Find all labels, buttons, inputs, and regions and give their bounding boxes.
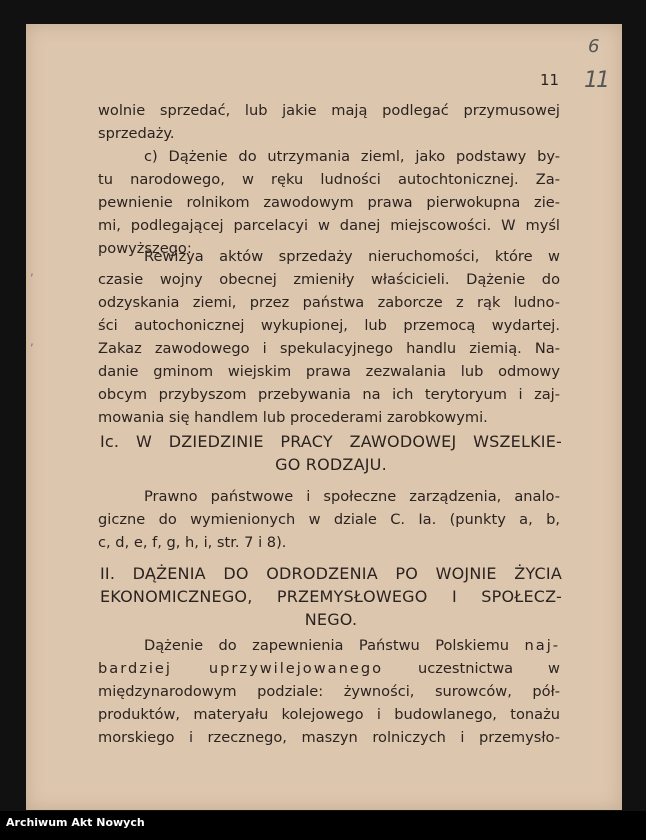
text-line: czasie wojny obecnej zmieniły właścicieli. Dążenie do xyxy=(98,271,560,288)
text-line: c, d, e, f, g, h, i, str. 7 i 8). xyxy=(98,534,287,551)
text-line: wolnie sprzedać, lub jakie mają podlegać przymusowej xyxy=(98,102,560,119)
text-line: Prawno państwowe i społeczne zarządzenia, analo- xyxy=(144,488,560,505)
text-line: morskiego i rzecznego, maszyn rolniczych i przemysło- xyxy=(98,729,560,746)
text-line: c) Dążenie do utrzymania zieml, jako podstawy by- xyxy=(144,148,560,165)
text-span: uczestnictwa w xyxy=(417,660,560,677)
text-line xyxy=(98,634,560,657)
heading-line: II. DĄŻENIA DO ODRODZENIA PO WOJNIE ŻYCIA xyxy=(100,564,562,583)
text-line: pewnienie rolnikom zawodowym prawa pierwokupna zie- xyxy=(98,194,560,211)
paragraph-5 xyxy=(98,634,560,749)
text-span-spaced: naj- xyxy=(524,637,561,654)
section-heading-ic xyxy=(100,430,562,476)
text-line: odzyskania ziemi, przez państwa zaborcze z rąk ludno- xyxy=(98,294,560,311)
text-line: międzynarodowym podziale: żywności, surowców, pół- xyxy=(98,683,560,700)
margin-tick: , xyxy=(30,334,34,348)
text-line: obcym przybyszom przebywania na ich terytoryum i zaj- xyxy=(98,386,560,403)
heading-line: GO RODZAJU. xyxy=(275,455,387,474)
page-number: 11 xyxy=(540,71,560,89)
text-line: mi, podlegającej parcelacyi w danej miejscowości. W myśl xyxy=(98,217,560,234)
text-line xyxy=(98,657,560,680)
section-heading-ii xyxy=(100,562,562,631)
paragraph-1 xyxy=(98,99,560,145)
pencil-mark: 6 xyxy=(588,36,600,57)
paragraph-2 xyxy=(98,145,560,260)
archive-label: Archiwum Akt Nowych xyxy=(6,816,145,829)
text-line: powyższego: xyxy=(98,240,192,257)
heading-line: NEGO. xyxy=(304,610,358,629)
margin-tick: , xyxy=(30,264,34,278)
text-line: giczne do wymienionych w dziale C. Ia. (punkty a, b, xyxy=(98,511,560,528)
text-span-spaced: bardziej uprzywilejowanego xyxy=(98,660,384,677)
text-line: Zakaz zawodowego i spekulacyjnego handlu ziemią. Na- xyxy=(98,340,560,357)
text-span: Dążenie do zapewnienia Państwu Polskiemu xyxy=(144,637,510,654)
paragraph-4 xyxy=(98,485,560,554)
text-line: ści autochonicznej wykupionej, lub przemocą wydartej. xyxy=(98,317,560,334)
text-line: danie gminom wiejskim prawa zezwalania lub odmowy xyxy=(98,363,560,380)
paragraph-3 xyxy=(98,245,560,429)
heading-line: EKONOMICZNEGO, PRZEMYSŁOWEGO I SPOŁECZ- xyxy=(100,587,562,606)
text-line: Rewizya aktów sprzedaży nieruchomości, które w xyxy=(144,248,560,265)
text-line: mowania się handlem lub procederami zarobkowymi. xyxy=(98,409,488,426)
pencil-page-number: 11 xyxy=(584,68,608,93)
text-line: sprzedaży. xyxy=(98,125,175,142)
heading-line: Ic. W DZIEDZINIE PRACY ZAWODOWEJ WSZELKIE- xyxy=(100,432,562,451)
text-line: tu narodowego, w ręku ludności autochtonicznej. Za- xyxy=(98,171,560,188)
text-line: produktów, materyału kolejowego i budowlanego, tonażu xyxy=(98,706,560,723)
